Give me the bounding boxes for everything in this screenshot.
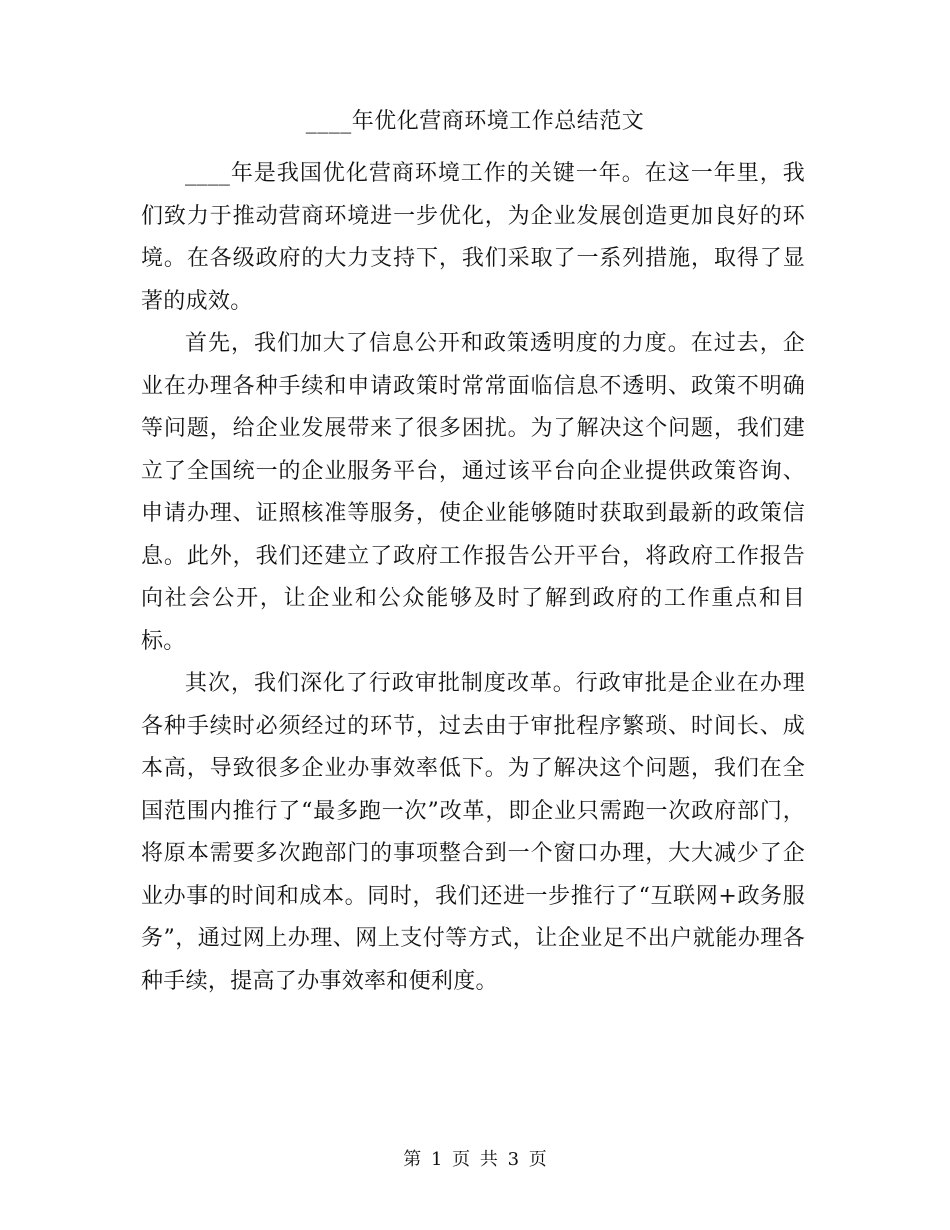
page-number-footer: 第 1 页 共 3 页: [403, 1149, 547, 1170]
document-title: ____年优化营商环境工作总结范文: [305, 109, 645, 134]
paragraph-intro: ____年是我国优化营商环境工作的关键一年。在这一年里，我们致力于推动营商环境进一步优化，为企业发展创造更加良好的环境。在各级政府的大力支持下，我们采取了一系列措施，取得了显著的成效。: [141, 161, 805, 314]
paragraph-approval-reform: 其次，我们深化了行政审批制度改革。行政审批是企业在办理各种手续时必须经过的环节，过去由于审批程序繁琐、时间长、成本高，导致很多企业办事效率低下。为了解决这个问题，我们在全国范围内推行了“最多跑一次”改革，即企业只需跑一次政府部门，将原本需要多次跑部门的事项整合到一个窗口办理，大大减少了企业办事的时间和成本。同时，我们还进一步推行了“互联网+政务服务”，通过网上办理、网上支付等方式，让企业足不出户就能办理各种手续，提高了办事效率和便利度。: [141, 671, 805, 994]
document-body: [141, 153, 805, 1003]
paragraph-information-disclosure: 首先，我们加大了信息公开和政策透明度的力度。在过去，企业在办理各种手续和申请政策时常常面临信息不透明、政策不明确等问题，给企业发展带来了很多困扰。为了解决这个问题，我们建立了全国统一的企业服务平台，通过该平台向企业提供政策咨询、申请办理、证照核准等服务，使企业能够随时获取到最新的政策信息。此外，我们还建立了政府工作报告公开平台，将政府工作报告向社会公开，让企业和公众能够及时了解到政府的工作重点和目标。: [141, 331, 805, 654]
